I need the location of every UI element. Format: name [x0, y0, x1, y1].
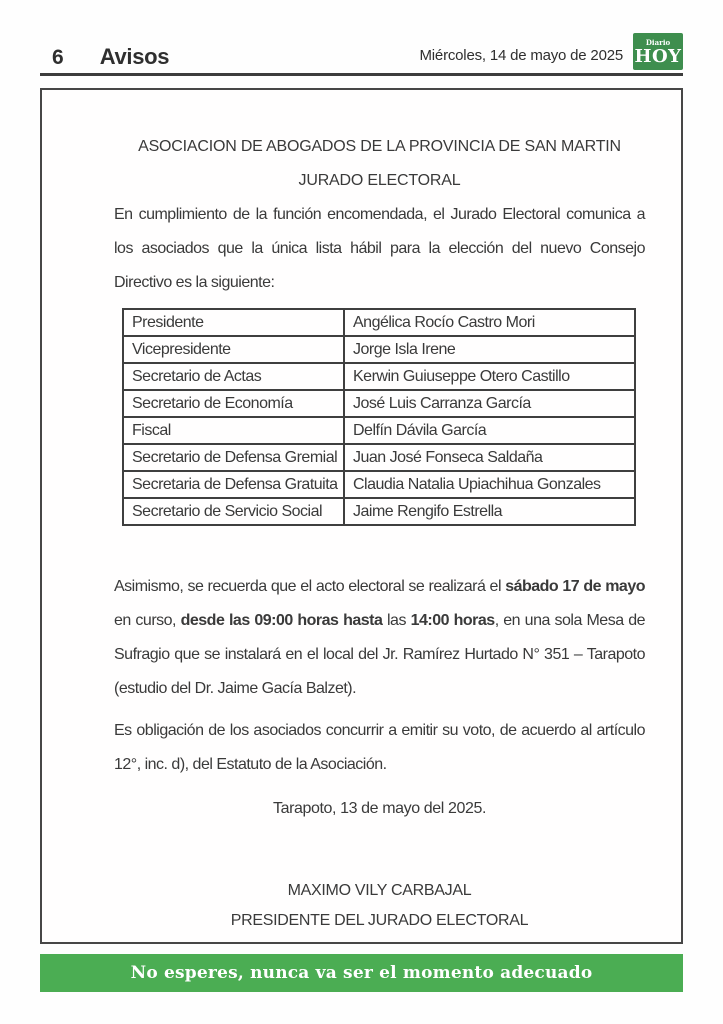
table-row	[123, 309, 635, 336]
signature-name: MAXIMO VILY CARBAJAL	[287, 882, 472, 899]
notice-title-line1: ASOCIACION DE ABOGADOS DE LA PROVINCIA DE SAN MARTIN	[138, 138, 621, 155]
position-cell: Fiscal	[123, 417, 344, 444]
p2-seg4-bold: desde las 09:00 horas hasta	[180, 612, 383, 629]
signature-block	[114, 876, 645, 936]
name-cell: Jorge Isla Irene	[344, 336, 635, 363]
candidates-table	[122, 308, 636, 526]
header-left	[40, 44, 169, 70]
notice-paragraph-3: Es obligación de los asociados concurrir a emitir su voto, de acuerdo al artículo 12°, inc. d), del Estatuto de la Asociación.	[114, 722, 645, 773]
table-row	[123, 417, 635, 444]
table-row	[123, 498, 635, 525]
p2-seg1: Asimismo, se recuerda que el acto electoral se realizará el	[114, 578, 506, 595]
table-row	[123, 363, 635, 390]
notice-dateline: Tarapoto, 13 de mayo del 2025.	[272, 800, 487, 817]
footer-banner	[40, 954, 683, 992]
name-cell: Juan José Fonseca Saldaña	[344, 444, 635, 471]
notice-paragraph-2	[114, 570, 645, 706]
p2-seg6-bold: 14:00 horas	[410, 612, 495, 629]
name-cell: Kerwin Guiuseppe Otero Castillo	[344, 363, 635, 390]
diario-hoy-logo	[633, 33, 683, 70]
notice-title-line2: JURADO ELECTORAL	[298, 172, 461, 189]
table-row	[123, 390, 635, 417]
logo-top-text: Diario	[645, 37, 671, 47]
p2-seg7: , en una sola Mesa de Sufragio que se instalará en el local del Jr. Ramírez Hurtado N° 351 – Tarapoto (estudio del Dr. Jaime Gacía Balzet).	[114, 612, 646, 697]
notice-title	[114, 130, 645, 198]
position-cell: Secretaria de Defensa Gratuita	[123, 471, 344, 498]
header-date: Miércoles, 14 de mayo de 2025	[419, 47, 623, 64]
p2-seg2-bold: sábado 17 de mayo	[505, 578, 646, 595]
name-cell: José Luis Carranza García	[344, 390, 635, 417]
table-row	[123, 336, 635, 363]
page-header	[40, 0, 683, 70]
logo-main-text: HOY	[634, 45, 682, 67]
section-title: Avisos	[99, 44, 170, 69]
position-cell: Secretario de Economía	[123, 390, 344, 417]
position-cell: Vicepresidente	[123, 336, 344, 363]
notice-paragraph-1: En cumplimiento de la función encomendada, el Jurado Electoral comunica a los asociados que la única lista hábil para la elección del nuevo Consejo Directivo es la siguiente:	[114, 206, 645, 291]
header-rule	[40, 73, 683, 76]
name-cell: Jaime Rengifo Estrella	[344, 498, 635, 525]
notice-box	[40, 88, 683, 944]
footer-slogan: No esperes, nunca va ser el momento adecuado	[130, 963, 593, 983]
name-cell: Claudia Natalia Upiachihua Gonzales	[344, 471, 635, 498]
signature-title: PRESIDENTE DEL JURADO ELECTORAL	[230, 912, 529, 929]
header-right	[420, 33, 684, 70]
p2-seg5: las	[382, 612, 411, 629]
table-row	[123, 471, 635, 498]
position-cell: Secretario de Defensa Gremial	[123, 444, 344, 471]
position-cell: Presidente	[123, 309, 344, 336]
table-row	[123, 444, 635, 471]
name-cell: Delfín Dávila García	[344, 417, 635, 444]
page-number: 6	[52, 46, 64, 69]
name-cell: Angélica Rocío Castro Mori	[344, 309, 635, 336]
position-cell: Secretario de Servicio Social	[123, 498, 344, 525]
position-cell: Secretario de Actas	[123, 363, 344, 390]
p2-seg3: en curso,	[114, 612, 181, 629]
